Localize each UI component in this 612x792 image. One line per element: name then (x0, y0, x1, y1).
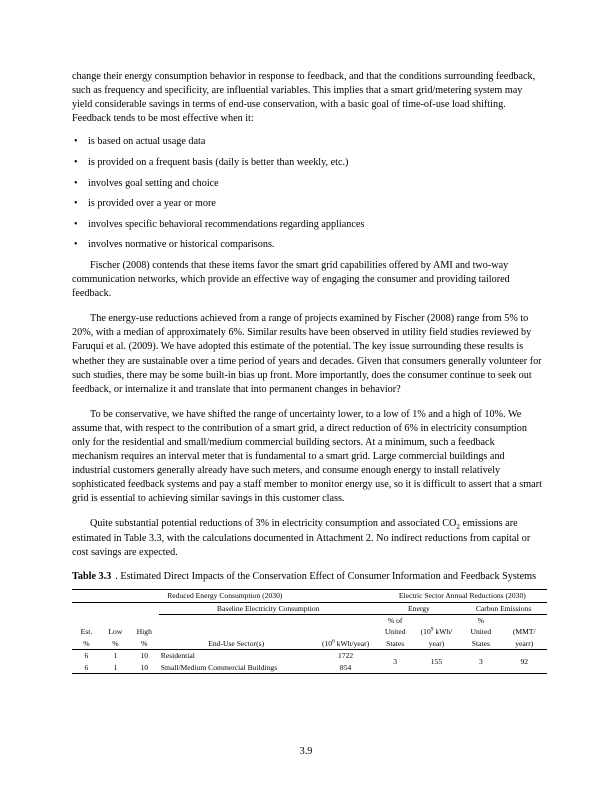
header-carbon-year: yearr) (502, 638, 547, 650)
group-header-electric: Electric Sector Annual Reductions (2030) (378, 590, 547, 602)
paragraph-4: To be conservative, we have shifted the range of uncertainty lower, to a low of 1% and a high of 10%. We assume that, with respect to the contribution of a smart grid, a direct reduction of 6% in electricity consumption only for the residential and small/medium commercial building sectors. At a minimum, such a feedback mechanism requires an interval meter that is fundamental to a smart grid. Large commercial buildings and industrial customers generally already have such meters, and consume enough energy to install relatively sophisticated feedback systems and pay a staff member to monitor energy use, so it is difficult to assert that a smart grid is essential to achieving similar savings in this customer class. (72, 408, 542, 505)
paragraph-2: Fischer (2008) contends that these items favor the smart grid capabilities offered by AMI and two-way communication networks, which provide an effective way of engaging the consumer and providing tailored feedback. (72, 259, 510, 300)
header-energy-pct-of: % of (387, 616, 403, 626)
header-est-pct: % (72, 638, 101, 650)
header-baseline-unit: ($10^6$ kWh/year) (314, 638, 378, 650)
header-est: Est. (80, 627, 93, 637)
header-low-pct: % (101, 638, 130, 650)
header-low: Low (108, 627, 123, 637)
page-number: 3.9 (299, 746, 313, 757)
bullet-icon: • (74, 198, 78, 210)
bullet-item: • is provided on a frequent basis (daily is better than weekly, etc.) (72, 156, 542, 170)
carbon-pct-value: 3 (460, 650, 501, 674)
bullet-item: • is provided over a year or more (72, 197, 542, 211)
header-carbon-states: States (460, 638, 501, 650)
header-sectors: End-Use Sector(s) (159, 638, 314, 650)
bullet-item: • is based on actual usage data (72, 135, 542, 149)
subheader-energy: Energy (378, 602, 461, 614)
bullet-item: • involves normative or historical comparisons. (72, 238, 542, 252)
header-carbon-united: United (470, 627, 492, 637)
table-row: 6 1 10 Small/Medium Commercial Buildings 854 (72, 662, 547, 674)
feedback-bullet-list (72, 135, 542, 252)
carbon-value: 92 (502, 650, 547, 674)
group-header-reduced: Reduced Energy Consumption (2030) (72, 590, 378, 602)
table-caption-label: Table 3.3 (72, 570, 112, 582)
table-caption-text: . Estimated Direct Impacts of the Conservation Effect of Consumer Information and Feedback Systems (115, 570, 537, 582)
header-energy-states: States (378, 638, 413, 650)
bullet-item: • involves specific behavioral recommendations regarding appliances (72, 218, 542, 232)
header-energy-year: year) (413, 638, 461, 650)
header-high: High (136, 627, 152, 637)
bullet-icon: • (74, 136, 78, 148)
subheader-baseline: Baseline Electricity Consumption (159, 602, 378, 614)
paragraph-3: The energy-use reductions achieved from a range of projects examined by Fischer (2008) range from 5% to 20%, with a median of approximately 6%. Similar results have been observed in utility field studies reviewed by Faruqui et al. (2009). We have adopted this estimate of the potential. The key issue surrounding these results is whether they are sustainable over a time period of years and decades. Given that consumers generally volunteer for such studies, there may be some built-in bias up front. More importantly, does the consumer continue to seek out feedback, or internalize it and translate that into permanent changes in behavior? (72, 313, 542, 395)
header-energy-unit: ($10^9$ kWh/ (420, 626, 453, 637)
header-carbon-pct: % (477, 616, 485, 626)
header-carbon-unit: (MMT/ (512, 627, 536, 637)
table-row: 6 1 10 Residential 1722 3 155 3 92 (72, 650, 547, 662)
paragraph-5: Quite substantial potential reductions of 3% in electricity consumption and associated $CO_2$ emissions are estimated in Table 3.3, with the calculations documented in Attachment 2. No indirect reductions from capital or cost savings are expected. (72, 518, 531, 558)
header-high-pct: % (130, 638, 159, 650)
bullet-icon: • (74, 239, 78, 251)
bullet-icon: • (74, 218, 78, 230)
page-body (72, 70, 542, 674)
energy-value: 155 (413, 650, 461, 674)
bullet-item: • involves goal setting and choice (72, 177, 542, 191)
header-energy-united: United (384, 627, 406, 637)
impacts-table (72, 589, 547, 674)
bullet-icon: • (74, 156, 78, 168)
bullet-icon: • (74, 177, 78, 189)
energy-pct-value: 3 (378, 650, 413, 674)
subheader-carbon: Carbon Emissions (460, 602, 547, 614)
paragraph-1: change their energy consumption behavior in response to feedback, and that the conditions surrounding feedback, such as frequency and specificity, are influential variables. This implies that a smart grid/metering system may yield considerable savings in terms of end-use conservation, with a basic goal of time-of-use load shifting. Feedback tends to be most effective when it: (72, 71, 536, 125)
table-caption (72, 571, 542, 584)
